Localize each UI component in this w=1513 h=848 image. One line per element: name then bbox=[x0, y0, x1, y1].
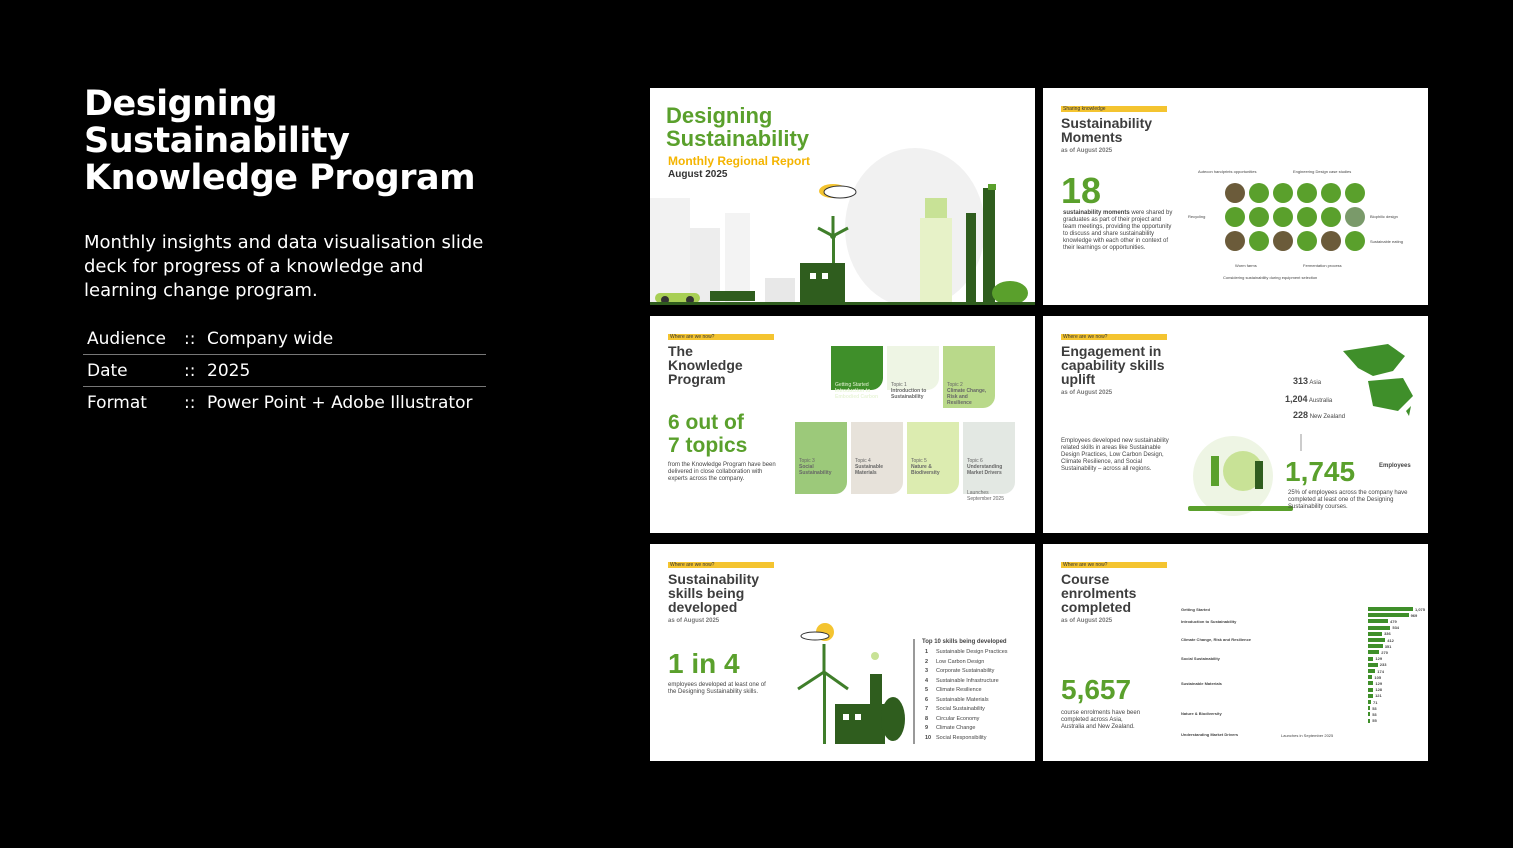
course-group-label: Nature & Biodiversity bbox=[1181, 711, 1222, 716]
meta-table bbox=[83, 323, 486, 419]
moment-photo-dot bbox=[1225, 183, 1245, 203]
moment-photo-dot bbox=[1273, 207, 1293, 227]
slide-title-text: Engagement in capability skills uplift bbox=[1061, 343, 1165, 387]
enrolment-bar bbox=[1368, 619, 1388, 623]
topic-tile-label: Getting Started bbox=[835, 382, 869, 388]
title-line-2: Knowledge Program bbox=[84, 158, 476, 198]
skill-rank: 10 bbox=[925, 734, 932, 741]
topic-tile-name: Sustainable Materials bbox=[855, 464, 884, 476]
meta-separator: :: bbox=[184, 360, 196, 381]
enrolment-bar-value: 53 bbox=[1372, 705, 1377, 711]
topic-tile-label: Topic 1 bbox=[891, 382, 907, 388]
skill-rank: 7 bbox=[925, 706, 929, 712]
moment-label: Fermentation process bbox=[1303, 263, 1342, 268]
slide-title-text: Sustainability skills being developed bbox=[668, 571, 760, 615]
meta-separator: :: bbox=[184, 328, 196, 349]
meta-row-date bbox=[83, 355, 486, 387]
moments-body bbox=[1063, 210, 1173, 252]
skill-list-item bbox=[925, 686, 1008, 696]
skill-name: Social Sustainability bbox=[936, 706, 985, 712]
skills-big-number: 1 in 4 bbox=[668, 648, 740, 679]
enrolment-bar bbox=[1368, 669, 1375, 673]
slide-enrolments bbox=[1043, 544, 1428, 761]
skill-name: Social Responsibility bbox=[936, 734, 987, 741]
enrolment-bar-value: 1,075 bbox=[1415, 606, 1426, 612]
topic-tile-name: Introduction to Sustainability bbox=[891, 388, 927, 400]
enrolment-bar-value: 412 bbox=[1387, 637, 1394, 643]
moment-photo-dot bbox=[1345, 183, 1365, 203]
skill-list-item bbox=[925, 715, 1008, 725]
enrolment-bar-value: 129 bbox=[1375, 680, 1383, 686]
region-number: 1,204 bbox=[1285, 394, 1308, 404]
topic-tile-label: Topic 3 bbox=[799, 458, 815, 464]
meta-row-format bbox=[83, 387, 486, 419]
slide-asof: as of August 2025 bbox=[668, 618, 720, 624]
engagement-body: Employees developed new sustainability related skills in areas like Sustainable Design Practices, Low Carbon Design, Climate Resilience, and Social Sustainability – across all regions. bbox=[1061, 438, 1169, 472]
enrolment-bar bbox=[1368, 675, 1372, 679]
slide-moments bbox=[1043, 88, 1428, 305]
topic-tile-name: Nature & Biodiversity bbox=[911, 464, 940, 476]
project-title bbox=[84, 86, 524, 197]
moment-photo-dot bbox=[1225, 231, 1245, 251]
meta-key: Date bbox=[87, 360, 128, 381]
moment-photo-dot bbox=[1345, 231, 1365, 251]
course-group-label: Introduction to Sustainability bbox=[1181, 619, 1237, 624]
enrolment-bar bbox=[1368, 663, 1378, 667]
moment-photo-dot bbox=[1297, 183, 1317, 203]
slide-cover bbox=[650, 88, 1035, 305]
employees-label: Employees bbox=[1379, 463, 1411, 469]
topic-tile bbox=[907, 422, 959, 494]
enrolment-bar-value: 969 bbox=[1410, 612, 1418, 618]
skill-list-item bbox=[925, 696, 1008, 706]
slide-skills bbox=[650, 544, 1035, 761]
topic-tile-name: Understanding Market Drivers bbox=[967, 464, 1003, 476]
skill-list-item bbox=[925, 667, 1008, 677]
skill-name: Sustainable Infrastructure bbox=[936, 677, 999, 684]
topic-tile-name: Climate Change, Risk and Resilience bbox=[947, 388, 987, 406]
skill-name: Corporate Sustainability bbox=[936, 668, 995, 674]
topic-tile-label: Topic 4 bbox=[855, 458, 871, 464]
skill-list-item bbox=[925, 677, 1008, 687]
topics-body: from the Knowledge Program have been delivered in close collaboration with experts across the company. bbox=[668, 462, 776, 482]
slide-asof: as of August 2025 bbox=[1061, 148, 1113, 154]
moment-photo-dot bbox=[1249, 207, 1269, 227]
meta-separator: :: bbox=[184, 393, 196, 413]
meta-key: Format bbox=[87, 393, 147, 413]
meta-value: Company wide bbox=[207, 328, 334, 349]
slide-knowledge-program bbox=[650, 316, 1035, 533]
enrolment-bar-value: 128 bbox=[1375, 687, 1383, 693]
enrolments-body: course enrolments have been completed across Asia, Australia and New Zealand. bbox=[1061, 710, 1141, 730]
moments-body-bold: sustainability moments bbox=[1063, 210, 1130, 216]
skill-rank: 3 bbox=[925, 668, 929, 674]
region-count bbox=[1293, 412, 1345, 421]
cover-date: August 2025 bbox=[668, 169, 728, 180]
slide-title bbox=[1061, 572, 1151, 628]
skill-rank: 8 bbox=[925, 715, 929, 722]
topic-tile bbox=[795, 422, 847, 494]
slide-tag: Where are we now? bbox=[1061, 334, 1167, 340]
moment-label: Recycling bbox=[1188, 214, 1206, 219]
enrolment-bar-value: 233 bbox=[1379, 662, 1387, 668]
topic-tile bbox=[943, 346, 995, 408]
topic-launch-note: Launches September 2025 bbox=[967, 490, 1004, 502]
topic-tile bbox=[851, 422, 903, 494]
course-group-label: Climate Change, Risk and Resilience bbox=[1181, 637, 1252, 642]
enrolment-bar-value: 479 bbox=[1390, 618, 1397, 624]
topic-tile-label: Topic 5 bbox=[911, 458, 927, 464]
course-group-label: Getting Started bbox=[1181, 607, 1210, 612]
enrolment-bar bbox=[1368, 712, 1370, 716]
moment-photo-dot bbox=[1321, 183, 1341, 203]
enrolment-bar-value: 270 bbox=[1381, 649, 1388, 655]
enrolment-bar bbox=[1368, 644, 1383, 648]
enrolment-bar bbox=[1368, 681, 1373, 685]
skill-name: Climate Change bbox=[936, 725, 976, 731]
enrolment-bar bbox=[1368, 638, 1385, 642]
enrolment-bar bbox=[1368, 607, 1413, 611]
skill-name: Climate Resilience bbox=[936, 687, 982, 693]
enrolment-bar bbox=[1368, 719, 1370, 723]
moment-photo-dot bbox=[1321, 207, 1341, 227]
region-name: New Zealand bbox=[1309, 414, 1346, 420]
slide-title-text: Course enrolments completed bbox=[1061, 571, 1137, 615]
enrolment-bar-value: 129 bbox=[1375, 656, 1383, 662]
moment-label: Considering sustainability during equipment selection bbox=[1223, 275, 1318, 280]
slide-title-text: Sustainability Moments bbox=[1061, 115, 1153, 145]
enrolment-bar bbox=[1368, 700, 1371, 704]
meta-key: Audience bbox=[87, 328, 166, 349]
skills-list-title: Top 10 skills being developed bbox=[922, 639, 1007, 645]
enrolment-bar-value: 55 bbox=[1372, 718, 1377, 724]
enrolment-bar-value: 121 bbox=[1375, 693, 1382, 699]
enrolment-bar bbox=[1368, 613, 1409, 617]
slide-asof: as of August 2025 bbox=[1061, 390, 1113, 396]
skill-name: Circular Economy bbox=[936, 715, 980, 722]
slide-tag: Where are we now? bbox=[668, 334, 774, 340]
meta-row-audience bbox=[83, 323, 486, 355]
skills-body: employees developed at least one of the Designing Sustainability skills. bbox=[668, 682, 766, 695]
employees-total: 1,745 bbox=[1285, 456, 1356, 487]
skill-rank: 9 bbox=[925, 725, 929, 731]
moments-body-text: were shared by graduates as part of their project and team meetings, providing the opportunity to discuss and share sustainability knowledge with each other in context of their learnings or opportunities. bbox=[1063, 210, 1173, 251]
topic-tile-label: Topic 2 bbox=[947, 382, 963, 388]
moment-photo-dot bbox=[1249, 231, 1269, 251]
cover-title bbox=[666, 104, 809, 150]
region-number: 228 bbox=[1293, 410, 1309, 420]
enrolment-launch-note: Launches in September 2025 bbox=[1281, 733, 1334, 738]
skills-list bbox=[925, 648, 1008, 743]
region-number: 313 bbox=[1293, 376, 1309, 386]
skill-list-item bbox=[925, 648, 1008, 658]
skill-rank: 6 bbox=[925, 696, 929, 703]
enrolment-bar-value: 53 bbox=[1372, 711, 1377, 717]
region-name: Australia bbox=[1308, 398, 1333, 404]
meta-value: Power Point + Adobe Illustrator bbox=[207, 393, 473, 413]
meta-value: 2025 bbox=[207, 360, 251, 381]
slide-tag: Sharing knowledge bbox=[1061, 106, 1167, 112]
enrolment-bar bbox=[1368, 694, 1373, 698]
cover-title-line-2: Sustainability bbox=[666, 126, 810, 151]
skill-name: Low Carbon Design bbox=[936, 658, 985, 665]
skill-list-item bbox=[925, 658, 1008, 668]
topic-tile bbox=[887, 346, 939, 400]
moment-photo-dot bbox=[1273, 183, 1293, 203]
moments-number: 18 bbox=[1061, 170, 1102, 211]
skill-name: Sustainable Design Practices bbox=[936, 649, 1008, 655]
topic-tile bbox=[963, 422, 1015, 502]
skill-rank: 5 bbox=[925, 687, 929, 693]
moment-photo-dot bbox=[1297, 231, 1317, 251]
project-description: Monthly insights and data visualisation slide deck for progress of a knowledge and learning change program. bbox=[84, 232, 484, 301]
slide-title: The Knowledge Program bbox=[668, 343, 743, 387]
skill-list-item bbox=[925, 724, 1008, 734]
moment-photo-dot bbox=[1249, 183, 1269, 203]
moment-photo-dot bbox=[1345, 207, 1365, 227]
cover-title-line-1: Designing bbox=[666, 103, 773, 128]
slide-tag: Where are we now? bbox=[1061, 562, 1167, 568]
enrolment-bar-value: 174 bbox=[1377, 668, 1384, 674]
enrolment-bar-value: 336 bbox=[1384, 631, 1391, 637]
slide-asof: as of August 2025 bbox=[1061, 618, 1113, 624]
region-count bbox=[1293, 378, 1321, 387]
cover-subtitle: Monthly Regional Report bbox=[668, 154, 810, 168]
moment-label: Worm farms bbox=[1235, 263, 1257, 268]
moment-photo-dot bbox=[1225, 207, 1245, 227]
topic-tile-name: Introduction to Embodied Carbon bbox=[835, 388, 879, 400]
enrolment-bar-value: 351 bbox=[1384, 643, 1392, 649]
topic-tile bbox=[831, 346, 883, 400]
slide-engagement bbox=[1043, 316, 1428, 533]
region-name: Asia bbox=[1309, 380, 1322, 386]
topics-big-number: 6 out of 7 topics bbox=[668, 411, 748, 457]
enrolment-bar bbox=[1368, 657, 1373, 661]
course-group-label: Social Sustainability bbox=[1181, 656, 1220, 661]
moment-label: Sustainable eating bbox=[1370, 239, 1403, 244]
enrolment-bar bbox=[1368, 632, 1382, 636]
region-count bbox=[1285, 396, 1332, 405]
skill-name: Sustainable Materials bbox=[936, 696, 989, 703]
moment-label: Biophilic design bbox=[1370, 214, 1398, 219]
moment-photo-dot bbox=[1321, 231, 1341, 251]
topic-tile-name: Social Sustainability bbox=[799, 464, 832, 476]
enrolment-bar-value: 105 bbox=[1374, 674, 1382, 680]
course-group-label: Sustainable Materials bbox=[1181, 681, 1222, 686]
skill-rank: 4 bbox=[925, 677, 929, 684]
slide-title bbox=[1061, 116, 1191, 158]
title-line-1: Designing Sustainability bbox=[84, 84, 350, 161]
project-info bbox=[84, 86, 524, 419]
skill-list-item bbox=[925, 734, 1008, 744]
skill-rank: 2 bbox=[925, 658, 929, 665]
employees-note: 25% of employees across the company have completed at least one of the Designing Sustainability courses. bbox=[1288, 490, 1408, 510]
course-group-label: Understanding Market Drivers bbox=[1181, 732, 1239, 737]
enrolment-bar bbox=[1368, 626, 1390, 630]
moment-label: Autecon handprints opportunities bbox=[1198, 169, 1257, 174]
enrolments-total: 5,657 bbox=[1061, 674, 1132, 705]
moment-photo-dot bbox=[1273, 231, 1293, 251]
slide-tag: Where are we now? bbox=[668, 562, 774, 568]
moment-photo-dot bbox=[1297, 207, 1317, 227]
skill-list-item bbox=[925, 705, 1008, 715]
enrolment-bar bbox=[1368, 650, 1379, 654]
skill-rank: 1 bbox=[925, 649, 929, 655]
enrolment-bar-value: 534 bbox=[1392, 625, 1400, 631]
topic-tile-label: Topic 6 bbox=[967, 458, 983, 464]
moment-label: Engineering Design case studies bbox=[1293, 169, 1352, 174]
enrolment-bar bbox=[1368, 706, 1370, 710]
enrolment-bar-value: 71 bbox=[1372, 699, 1378, 705]
enrolment-bar bbox=[1368, 688, 1373, 692]
